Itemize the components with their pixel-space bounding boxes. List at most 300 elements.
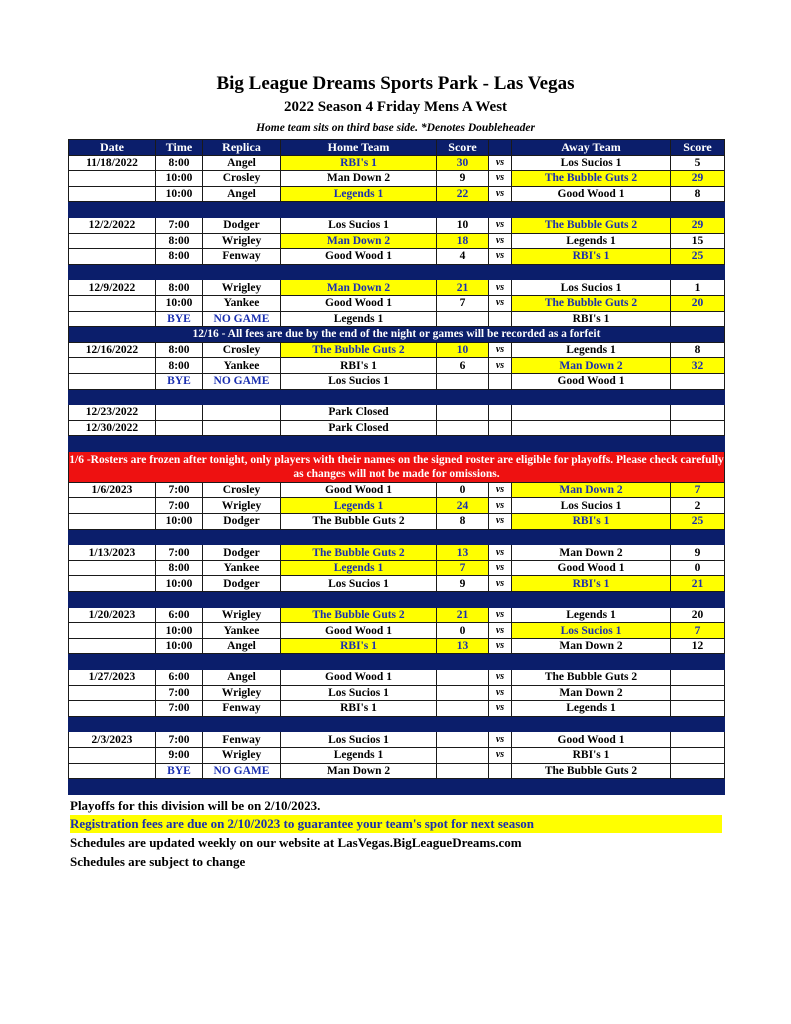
replica-cell: Yankee <box>203 560 281 576</box>
vs-cell: vs <box>489 171 512 187</box>
replica-cell: Yankee <box>203 623 281 639</box>
date-cell: 12/16/2022 <box>69 342 156 358</box>
home-score-cell: 6 <box>437 358 489 374</box>
replica-cell: Crosley <box>203 342 281 358</box>
away-team-cell: The Bubble Guts 2 <box>512 171 671 187</box>
away-team-cell: Los Sucios 1 <box>512 155 671 171</box>
away-team-cell: Man Down 2 <box>512 482 671 498</box>
home-score-cell: 30 <box>437 155 489 171</box>
date-cell <box>69 514 156 530</box>
away-team-cell: Man Down 2 <box>512 545 671 561</box>
home-team-cell: Man Down 2 <box>281 233 437 249</box>
date-cell <box>69 638 156 654</box>
away-score-cell <box>671 732 725 748</box>
vs-cell: vs <box>489 576 512 592</box>
time-cell: 7:00 <box>156 498 203 514</box>
vs-cell: vs <box>489 623 512 639</box>
away-score-cell <box>671 670 725 686</box>
col-vs <box>489 140 512 156</box>
col-away-score: Score <box>671 140 725 156</box>
game-row <box>69 607 725 623</box>
away-score-cell <box>671 420 725 436</box>
away-score-cell <box>671 685 725 701</box>
date-cell: 1/13/2023 <box>69 545 156 561</box>
home-score-cell <box>437 732 489 748</box>
home-team-cell: Man Down 2 <box>281 763 437 779</box>
vs-cell: vs <box>489 498 512 514</box>
game-row <box>69 670 725 686</box>
replica-cell <box>203 420 281 436</box>
week-separator <box>69 436 725 452</box>
replica-cell: Wrigley <box>203 685 281 701</box>
home-score-cell: 0 <box>437 623 489 639</box>
home-team-cell: The Bubble Guts 2 <box>281 607 437 623</box>
date-cell <box>69 358 156 374</box>
time-cell: 7:00 <box>156 482 203 498</box>
time-cell: 10:00 <box>156 186 203 202</box>
away-team-cell: Los Sucios 1 <box>512 623 671 639</box>
replica-cell: Fenway <box>203 701 281 717</box>
game-row <box>69 280 725 296</box>
replica-cell: Fenway <box>203 732 281 748</box>
home-team-cell: Legends 1 <box>281 311 437 327</box>
home-score-cell <box>437 701 489 717</box>
week-separator <box>69 592 725 608</box>
away-team-cell: The Bubble Guts 2 <box>512 763 671 779</box>
time-cell: 7:00 <box>156 701 203 717</box>
game-row <box>69 155 725 171</box>
date-cell <box>69 311 156 327</box>
home-team-cell: The Bubble Guts 2 <box>281 545 437 561</box>
game-row <box>69 171 725 187</box>
website-note: Schedules are updated weekly on our website at LasVegas.BigLeagueDreams.com <box>70 835 522 850</box>
home-score-cell: 8 <box>437 514 489 530</box>
date-cell <box>69 763 156 779</box>
home-team-cell: Legends 1 <box>281 560 437 576</box>
away-team-cell <box>512 405 671 421</box>
home-team-cell: Los Sucios 1 <box>281 576 437 592</box>
away-team-cell: Good Wood 1 <box>512 186 671 202</box>
vs-cell <box>489 405 512 421</box>
replica-cell <box>203 405 281 421</box>
away-score-cell <box>671 701 725 717</box>
separator-cell <box>69 389 725 405</box>
away-score-cell <box>671 747 725 763</box>
vs-cell <box>489 763 512 779</box>
game-row <box>69 576 725 592</box>
game-row <box>69 514 725 530</box>
vs-cell <box>489 420 512 436</box>
away-team-cell: RBI's 1 <box>512 576 671 592</box>
replica-cell: NO GAME <box>203 373 281 389</box>
date-cell <box>69 747 156 763</box>
away-team-cell: Legends 1 <box>512 233 671 249</box>
date-cell <box>69 186 156 202</box>
vs-cell: vs <box>489 482 512 498</box>
date-cell <box>69 498 156 514</box>
away-team-cell: Los Sucios 1 <box>512 280 671 296</box>
away-score-cell <box>671 373 725 389</box>
date-cell: 2/3/2023 <box>69 732 156 748</box>
col-replica: Replica <box>203 140 281 156</box>
replica-cell: Yankee <box>203 295 281 311</box>
home-score-cell <box>437 670 489 686</box>
replica-cell: Wrigley <box>203 233 281 249</box>
vs-cell: vs <box>489 685 512 701</box>
week-separator <box>69 529 725 545</box>
away-score-cell: 29 <box>671 171 725 187</box>
away-score-cell: 1 <box>671 280 725 296</box>
time-cell: 10:00 <box>156 576 203 592</box>
away-score-cell: 0 <box>671 560 725 576</box>
time-cell: 8:00 <box>156 342 203 358</box>
home-team-cell: Man Down 2 <box>281 280 437 296</box>
schedule-table <box>68 139 725 795</box>
home-score-cell: 9 <box>437 171 489 187</box>
col-away-team: Away Team <box>512 140 671 156</box>
home-team-cell: Los Sucios 1 <box>281 685 437 701</box>
home-team-cell: The Bubble Guts 2 <box>281 342 437 358</box>
vs-cell: vs <box>489 545 512 561</box>
away-team-cell: RBI's 1 <box>512 311 671 327</box>
home-score-cell <box>437 420 489 436</box>
date-cell <box>69 623 156 639</box>
vs-cell: vs <box>489 358 512 374</box>
vs-cell <box>489 311 512 327</box>
time-cell: BYE <box>156 373 203 389</box>
replica-cell: Wrigley <box>203 280 281 296</box>
time-cell: BYE <box>156 311 203 327</box>
away-team-cell: The Bubble Guts 2 <box>512 217 671 233</box>
home-score-cell <box>437 311 489 327</box>
home-team-cell: RBI's 1 <box>281 358 437 374</box>
date-cell: 12/23/2022 <box>69 405 156 421</box>
away-score-cell: 29 <box>671 217 725 233</box>
home-score-cell: 7 <box>437 560 489 576</box>
separator-cell <box>69 716 725 732</box>
away-score-cell: 32 <box>671 358 725 374</box>
time-cell: 10:00 <box>156 514 203 530</box>
away-score-cell: 8 <box>671 342 725 358</box>
time-cell: 7:00 <box>156 732 203 748</box>
date-cell <box>69 576 156 592</box>
col-home-score: Score <box>437 140 489 156</box>
game-row <box>69 623 725 639</box>
time-cell: 10:00 <box>156 623 203 639</box>
away-team-cell: Man Down 2 <box>512 358 671 374</box>
separator-cell <box>69 202 725 218</box>
replica-cell: Wrigley <box>203 498 281 514</box>
away-team-cell: Man Down 2 <box>512 685 671 701</box>
away-team-cell: Legends 1 <box>512 342 671 358</box>
date-cell: 12/9/2022 <box>69 280 156 296</box>
away-score-cell <box>671 405 725 421</box>
vs-cell: vs <box>489 249 512 265</box>
date-cell <box>69 373 156 389</box>
header-row <box>69 140 725 156</box>
vs-cell: vs <box>489 670 512 686</box>
game-row <box>69 747 725 763</box>
away-score-cell: 21 <box>671 576 725 592</box>
away-team-cell: Legends 1 <box>512 607 671 623</box>
game-row <box>69 560 725 576</box>
replica-cell: Crosley <box>203 482 281 498</box>
date-cell <box>69 249 156 265</box>
home-score-cell: 9 <box>437 576 489 592</box>
date-cell: 1/6/2023 <box>69 482 156 498</box>
week-separator <box>69 389 725 405</box>
date-cell <box>69 701 156 717</box>
away-team-cell: Legends 1 <box>512 701 671 717</box>
date-cell: 1/27/2023 <box>69 670 156 686</box>
away-score-cell: 20 <box>671 295 725 311</box>
separator-cell <box>69 779 725 795</box>
bye-row <box>69 373 725 389</box>
vs-cell: vs <box>489 186 512 202</box>
away-team-cell: Los Sucios 1 <box>512 498 671 514</box>
home-team-cell: Man Down 2 <box>281 171 437 187</box>
time-cell: 9:00 <box>156 747 203 763</box>
week-separator <box>69 779 725 795</box>
time-cell: 7:00 <box>156 545 203 561</box>
schedule-note: Home team sits on third base side. *Denotes Doubleheader <box>256 122 535 134</box>
bye-row <box>69 311 725 327</box>
game-row <box>69 685 725 701</box>
away-score-cell <box>671 763 725 779</box>
replica-cell: Crosley <box>203 171 281 187</box>
home-team-cell: Good Wood 1 <box>281 295 437 311</box>
away-score-cell: 12 <box>671 638 725 654</box>
game-row <box>69 482 725 498</box>
time-cell: BYE <box>156 763 203 779</box>
home-team-cell: Legends 1 <box>281 186 437 202</box>
vs-cell: vs <box>489 638 512 654</box>
home-score-cell: 4 <box>437 249 489 265</box>
replica-cell: NO GAME <box>203 763 281 779</box>
replica-cell: Angel <box>203 186 281 202</box>
vs-cell: vs <box>489 514 512 530</box>
home-score-cell <box>437 685 489 701</box>
fee-note-row <box>69 327 725 343</box>
home-team-cell: Good Wood 1 <box>281 249 437 265</box>
home-score-cell <box>437 747 489 763</box>
roster-alert-text: 1/6 -Rosters are frozen after tonight, only players with their names on the signed roster are eligible for playoffs. Please check carefully as changes will not be made for omissions. <box>69 451 725 482</box>
home-score-cell <box>437 405 489 421</box>
time-cell: 6:00 <box>156 670 203 686</box>
home-score-cell: 7 <box>437 295 489 311</box>
vs-cell: vs <box>489 280 512 296</box>
away-score-cell: 9 <box>671 545 725 561</box>
date-cell: 11/18/2022 <box>69 155 156 171</box>
home-score-cell <box>437 373 489 389</box>
game-row <box>69 186 725 202</box>
replica-cell: Dodger <box>203 514 281 530</box>
away-score-cell: 5 <box>671 155 725 171</box>
home-team-cell: Good Wood 1 <box>281 482 437 498</box>
away-score-cell: 8 <box>671 186 725 202</box>
vs-cell: vs <box>489 607 512 623</box>
time-cell: 8:00 <box>156 280 203 296</box>
time-cell: 6:00 <box>156 607 203 623</box>
time-cell: 8:00 <box>156 233 203 249</box>
game-row <box>69 217 725 233</box>
replica-cell: Wrigley <box>203 607 281 623</box>
away-team-cell: Good Wood 1 <box>512 732 671 748</box>
col-date: Date <box>69 140 156 156</box>
home-team-cell: Park Closed <box>281 405 437 421</box>
playoffs-note: Playoffs for this division will be on 2/10/2023. <box>70 798 321 813</box>
game-row <box>69 732 725 748</box>
fee-note-text: 12/16 - All fees are due by the end of the night or games will be recorded as a forfeit <box>69 327 725 343</box>
registration-note: Registration fees are due on 2/10/2023 to guarantee your team's spot for next season <box>70 815 722 833</box>
time-cell: 8:00 <box>156 560 203 576</box>
away-team-cell: The Bubble Guts 2 <box>512 295 671 311</box>
home-score-cell: 22 <box>437 186 489 202</box>
time-cell: 8:00 <box>156 155 203 171</box>
away-score-cell: 25 <box>671 249 725 265</box>
home-team-cell: RBI's 1 <box>281 701 437 717</box>
away-team-cell: Good Wood 1 <box>512 373 671 389</box>
home-score-cell: 0 <box>437 482 489 498</box>
separator-cell <box>69 264 725 280</box>
vs-cell: vs <box>489 217 512 233</box>
home-score-cell: 24 <box>437 498 489 514</box>
game-row <box>69 701 725 717</box>
replica-cell: Angel <box>203 670 281 686</box>
away-score-cell: 15 <box>671 233 725 249</box>
away-score-cell: 7 <box>671 482 725 498</box>
game-row <box>69 295 725 311</box>
vs-cell: vs <box>489 233 512 249</box>
replica-cell: Dodger <box>203 217 281 233</box>
vs-cell: vs <box>489 560 512 576</box>
date-cell <box>69 171 156 187</box>
vs-cell: vs <box>489 155 512 171</box>
game-row <box>69 233 725 249</box>
home-team-cell: Park Closed <box>281 420 437 436</box>
time-cell: 8:00 <box>156 249 203 265</box>
week-separator <box>69 654 725 670</box>
game-row <box>69 405 725 421</box>
time-cell: 10:00 <box>156 171 203 187</box>
subject-note: Schedules are subject to change <box>70 854 246 869</box>
vs-cell: vs <box>489 747 512 763</box>
replica-cell: Fenway <box>203 249 281 265</box>
time-cell: 7:00 <box>156 685 203 701</box>
away-team-cell: Man Down 2 <box>512 638 671 654</box>
replica-cell: Yankee <box>203 358 281 374</box>
time-cell <box>156 405 203 421</box>
home-score-cell: 18 <box>437 233 489 249</box>
roster-alert-row <box>69 451 725 482</box>
home-team-cell: Legends 1 <box>281 498 437 514</box>
date-cell: 12/30/2022 <box>69 420 156 436</box>
time-cell: 8:00 <box>156 358 203 374</box>
date-cell <box>69 295 156 311</box>
vs-cell: vs <box>489 701 512 717</box>
home-team-cell: Good Wood 1 <box>281 623 437 639</box>
away-team-cell <box>512 420 671 436</box>
home-score-cell: 10 <box>437 342 489 358</box>
replica-cell: NO GAME <box>203 311 281 327</box>
away-score-cell: 25 <box>671 514 725 530</box>
date-cell <box>69 233 156 249</box>
game-row <box>69 498 725 514</box>
home-team-cell: Los Sucios 1 <box>281 732 437 748</box>
replica-cell: Angel <box>203 155 281 171</box>
away-team-cell: Good Wood 1 <box>512 560 671 576</box>
game-row <box>69 342 725 358</box>
vs-cell <box>489 373 512 389</box>
home-team-cell: RBI's 1 <box>281 155 437 171</box>
schedule-body <box>69 155 725 794</box>
date-cell <box>69 560 156 576</box>
away-team-cell: RBI's 1 <box>512 514 671 530</box>
vs-cell: vs <box>489 342 512 358</box>
away-score-cell: 2 <box>671 498 725 514</box>
bye-row <box>69 763 725 779</box>
week-separator <box>69 264 725 280</box>
week-separator <box>69 202 725 218</box>
replica-cell: Wrigley <box>203 747 281 763</box>
game-row <box>69 638 725 654</box>
replica-cell: Angel <box>203 638 281 654</box>
home-score-cell: 21 <box>437 607 489 623</box>
game-row <box>69 420 725 436</box>
home-score-cell: 10 <box>437 217 489 233</box>
away-team-cell: RBI's 1 <box>512 249 671 265</box>
week-separator <box>69 716 725 732</box>
home-team-cell: Los Sucios 1 <box>281 373 437 389</box>
vs-cell: vs <box>489 295 512 311</box>
replica-cell: Dodger <box>203 576 281 592</box>
separator-cell <box>69 529 725 545</box>
home-score-cell: 21 <box>437 280 489 296</box>
home-team-cell: Legends 1 <box>281 747 437 763</box>
time-cell <box>156 420 203 436</box>
date-cell: 12/2/2022 <box>69 217 156 233</box>
home-score-cell: 13 <box>437 545 489 561</box>
home-score-cell: 13 <box>437 638 489 654</box>
col-home-team: Home Team <box>281 140 437 156</box>
away-score-cell: 20 <box>671 607 725 623</box>
time-cell: 7:00 <box>156 217 203 233</box>
away-team-cell: The Bubble Guts 2 <box>512 670 671 686</box>
date-cell: 1/20/2023 <box>69 607 156 623</box>
game-row <box>69 545 725 561</box>
home-team-cell: RBI's 1 <box>281 638 437 654</box>
away-team-cell: RBI's 1 <box>512 747 671 763</box>
page-title: Big League Dreams Sports Park - Las Vegas <box>216 73 575 94</box>
away-score-cell: 7 <box>671 623 725 639</box>
time-cell: 10:00 <box>156 638 203 654</box>
replica-cell: Dodger <box>203 545 281 561</box>
game-row <box>69 358 725 374</box>
separator-cell <box>69 436 725 452</box>
separator-cell <box>69 654 725 670</box>
game-row <box>69 249 725 265</box>
home-team-cell: Good Wood 1 <box>281 670 437 686</box>
home-team-cell: Los Sucios 1 <box>281 217 437 233</box>
home-team-cell: The Bubble Guts 2 <box>281 514 437 530</box>
vs-cell: vs <box>489 732 512 748</box>
time-cell: 10:00 <box>156 295 203 311</box>
away-score-cell <box>671 311 725 327</box>
page-subtitle: 2022 Season 4 Friday Mens A West <box>283 99 508 115</box>
home-score-cell <box>437 763 489 779</box>
date-cell <box>69 685 156 701</box>
separator-cell <box>69 592 725 608</box>
